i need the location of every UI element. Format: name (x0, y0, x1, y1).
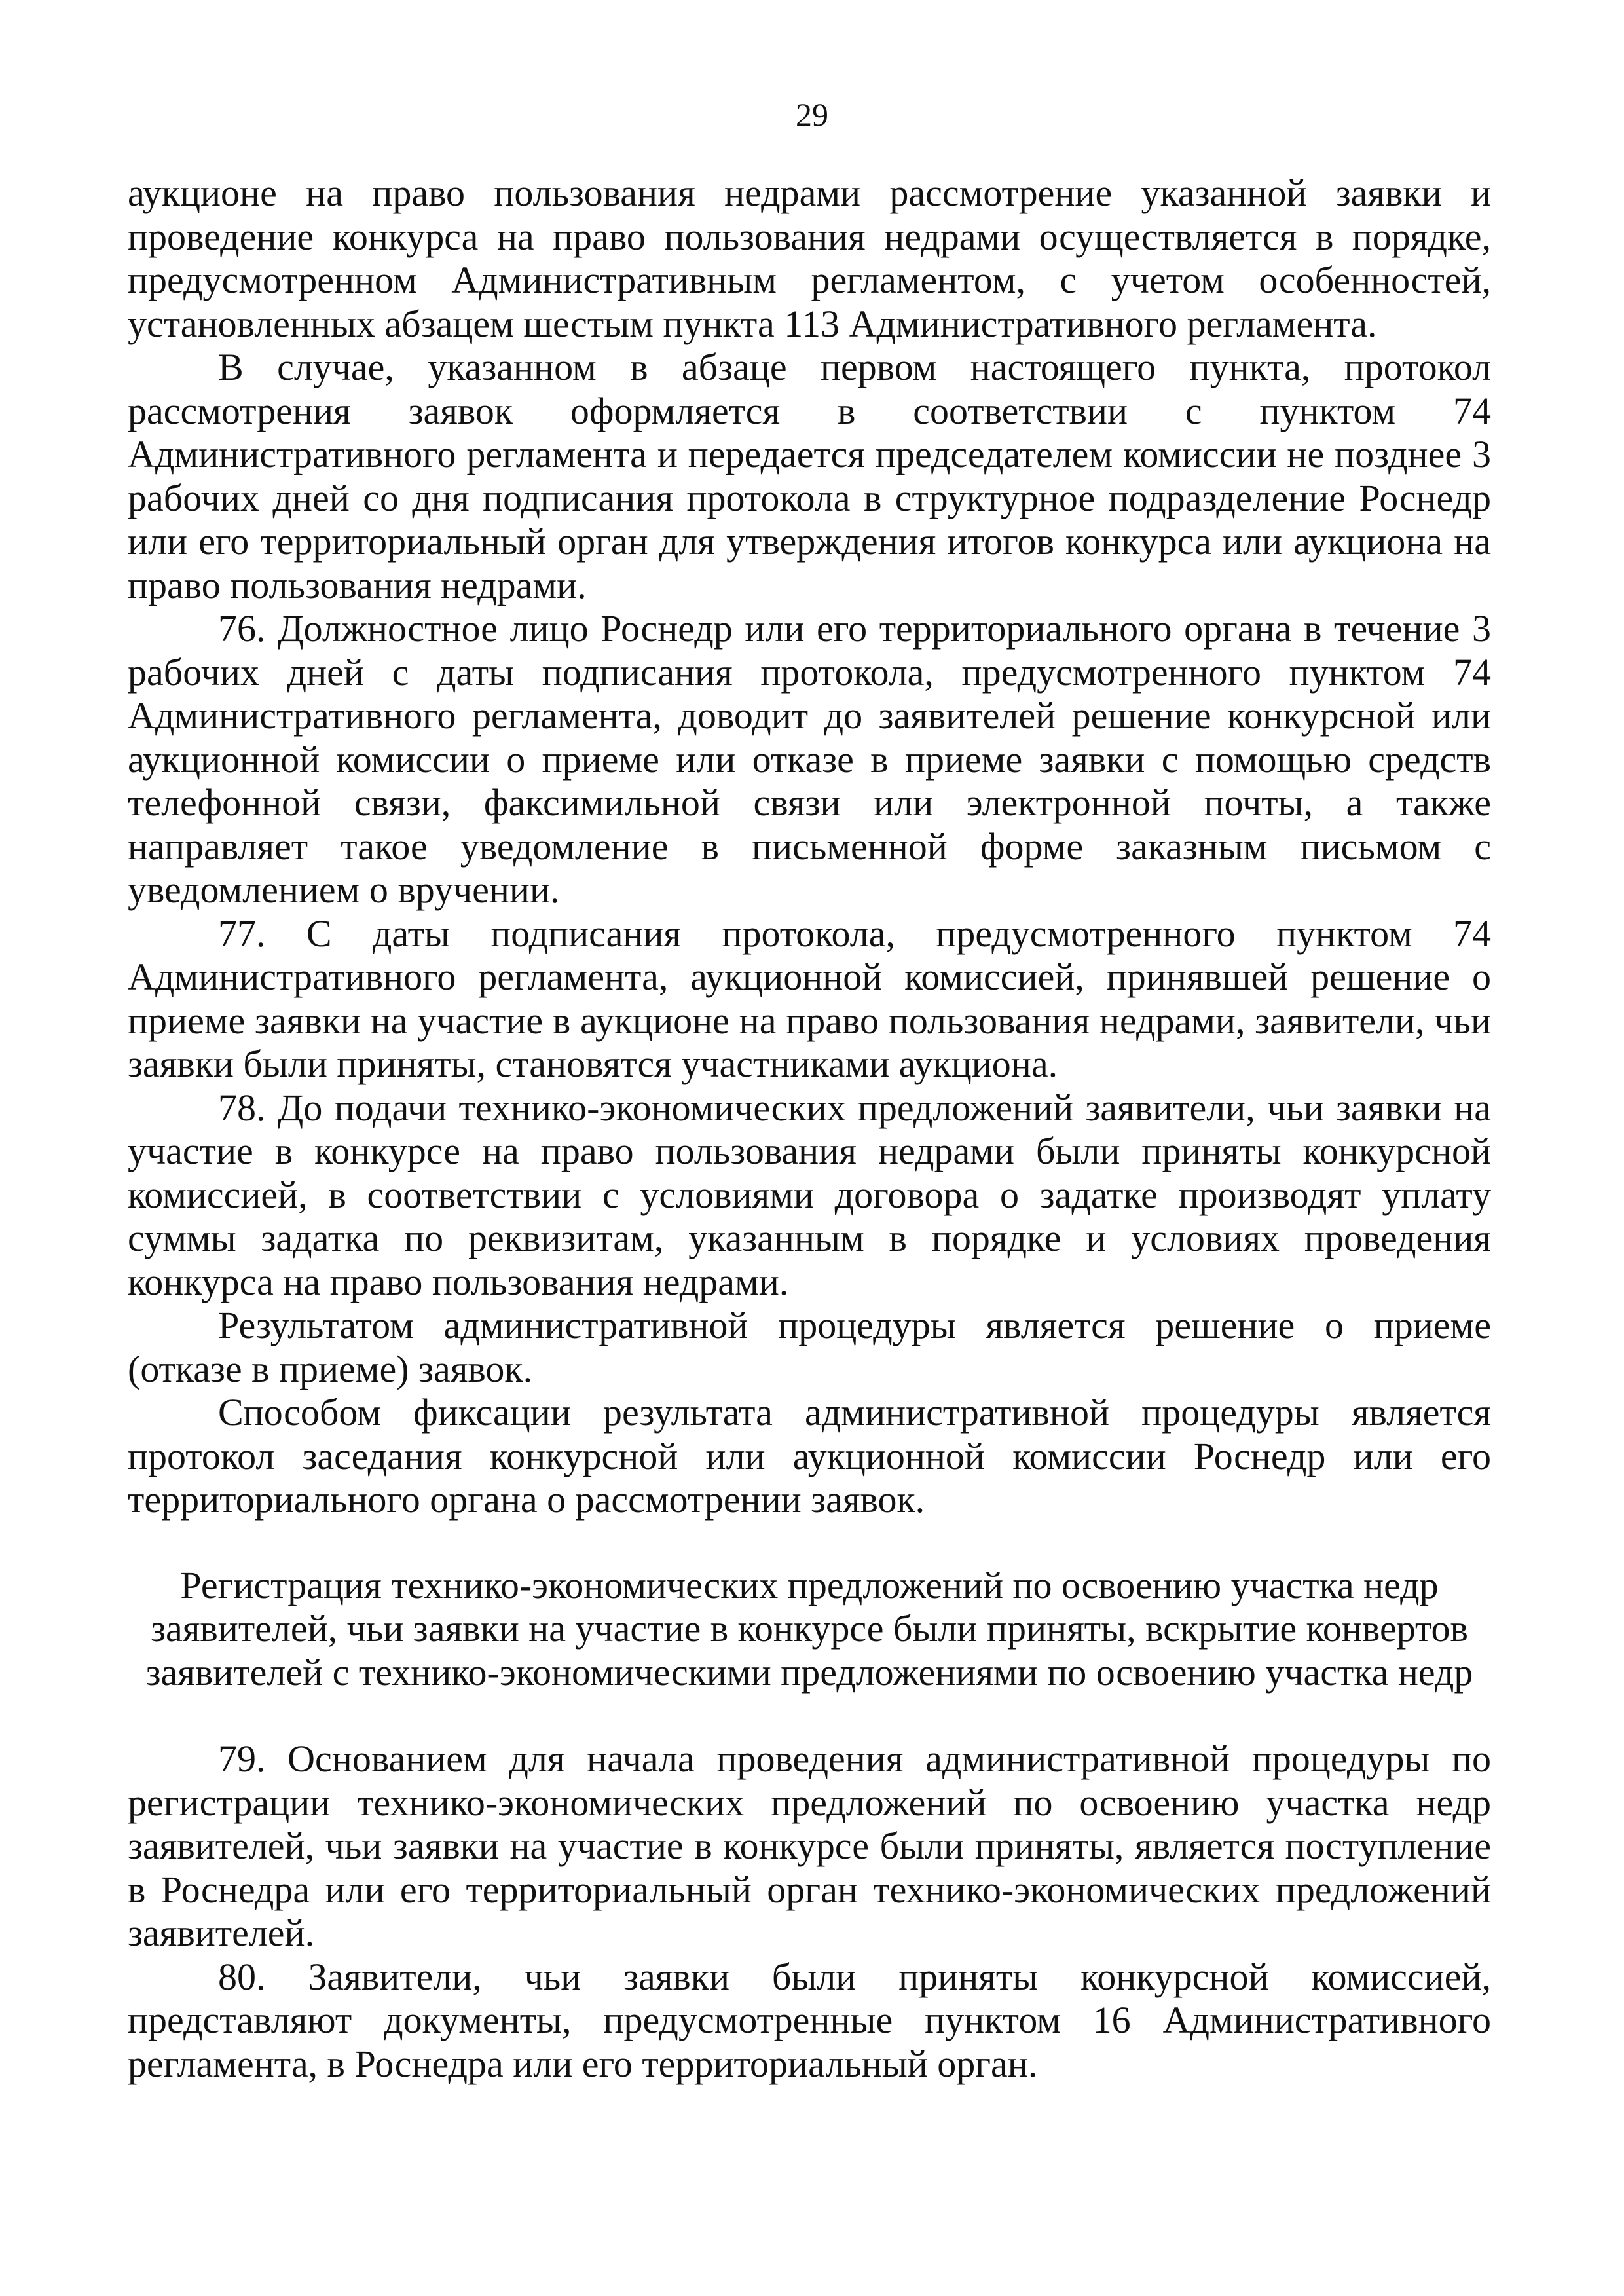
paragraph-item-78: 78. До подачи технико-экономических предложений заявители, чьи заявки на участие в конкурсе на право пользования недрами были приняты конкурсной комиссией, в соответствии с условиями договора о задатке производят уплату суммы задатка по реквизитам, указанным в порядке и условиях проведения конкурса на право пользования недрами. (128, 1086, 1491, 1303)
document-body (128, 172, 1491, 2086)
section-heading-line: Регистрация технико-экономических предложений по освоению участка недр (180, 1563, 1439, 1606)
paragraph-item-80: 80. Заявители, чьи заявки были приняты конкурсной комиссией, представляют документы, предусмотренные пунктом 16 Административного регламента, в Роснедра или его территориальный орган. (128, 1955, 1491, 2085)
paragraph-item-77: 77. С даты подписания протокола, предусмотренного пунктом 74 Административного регламента, аукционной комиссией, принявшей решение о приеме заявки на участие в аукционе на право пользования недрами, заявители, чьи заявки были приняты, становятся участниками аукциона. (128, 912, 1491, 1085)
section-heading-line: заявителей с технико-экономическими предложениями по освоению участка недр (145, 1650, 1473, 1694)
page-number: 29 (796, 96, 828, 133)
paragraph-continuation: аукционе на право пользования недрами рассмотрение указанной заявки и проведение конкурса на право пользования недрами осуществляется в порядке, предусмотренном Административным регламентом, с учетом особенностей, установленных абзацем шестым пункта 113 Административного регламента. (128, 172, 1491, 345)
paragraph-item-79: 79. Основанием для начала проведения административной процедуры по регистрации технико-экономических предложений по освоению участка недр заявителей, чьи заявки на участие в конкурсе были приняты, является поступление в Роснедра или его территориальный орган технико-экономических предложений заявителей. (128, 1737, 1491, 1954)
section-heading (128, 1564, 1491, 1695)
paragraph-fixation: Способом фиксации результата административной процедуры является протокол заседания конкурсной или аукционной комиссии Роснедр или его территориального органа о рассмотрении заявок. (128, 1391, 1491, 1521)
paragraph: В случае, указанном в абзаце первом настоящего пункта, протокол рассмотрения заявок оформляется в соответствии с пунктом 74 Административного регламента и передается председателем комиссии не позднее 3 рабочих дней со дня подписания протокола в структурное подразделение Роснедр или его территориальный орган для утверждения итогов конкурса или аукциона на право пользования недрами. (128, 346, 1491, 606)
paragraph-item-76: 76. Должностное лицо Роснедр или его территориального органа в течение 3 рабочих дней с даты подписания протокола, предусмотренного пунктом 74 Административного регламента, доводит до заявителей решение конкурсной или аукционной комиссии о приеме или отказе в приеме заявки с помощью средств телефонной связи, факсимильной связи или электронной почты, а также направляет такое уведомление в письменной форме заказным письмом с уведомлением о вручении. (128, 607, 1491, 911)
section-heading-line: заявителей, чьи заявки на участие в конкурсе были приняты, вскрытие конвертов (151, 1607, 1468, 1650)
paragraph-result: Результатом административной процедуры является решение о приеме (отказе в приеме) заявок. (128, 1304, 1491, 1390)
